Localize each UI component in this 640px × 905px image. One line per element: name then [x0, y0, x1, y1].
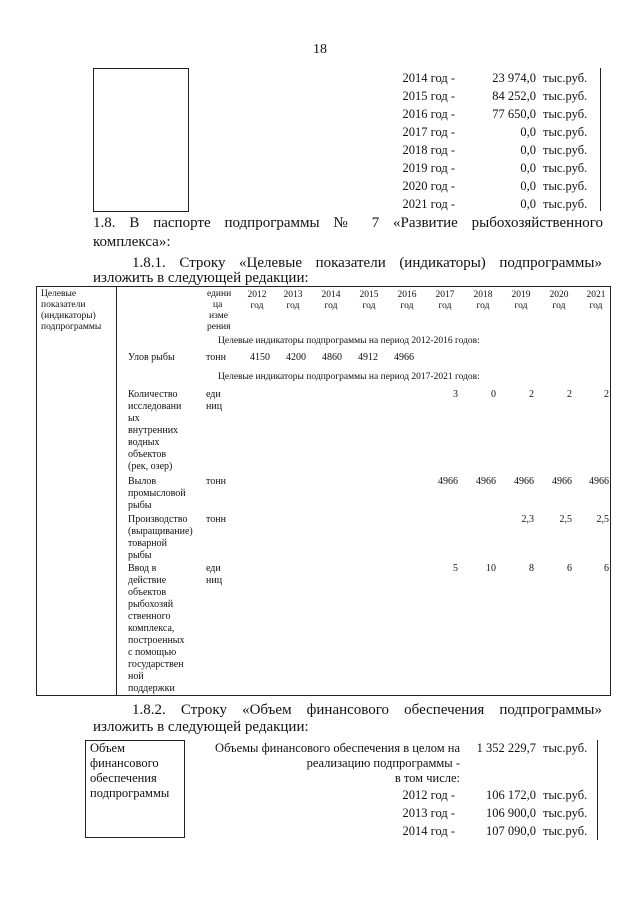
objects-unit: еди ниц	[206, 389, 223, 412]
funding-value: 77 650,0	[492, 107, 536, 121]
funding-value: 0,0	[520, 179, 536, 193]
period-2-title: Целевые индикаторы подпрограммы на период 2017-2021 годов:	[218, 372, 480, 382]
label-line: финансового	[90, 756, 159, 770]
commission-value: 8	[529, 563, 534, 574]
year-header: 2018 год	[473, 290, 493, 311]
catch-unit: тонн	[206, 352, 226, 363]
catch2-value: 4966	[552, 476, 572, 487]
year-header: 2012 год	[247, 290, 267, 311]
funding-year: 2018 год -	[402, 143, 455, 157]
funding-year: 2013 год -	[402, 806, 455, 820]
year-header: 2016 год	[397, 290, 417, 311]
unit-header-line: ца	[213, 300, 223, 310]
label-line: рыбохозяй	[128, 599, 174, 610]
label-line: Производство	[128, 514, 188, 525]
label-line: поддержки	[128, 683, 175, 694]
objects-value: 0	[491, 389, 496, 400]
catch-value: 4966	[394, 352, 414, 363]
year-header: 2019 год	[511, 290, 531, 311]
section-heading-cont: комплекса»:	[93, 234, 171, 250]
funding-value: 0,0	[520, 197, 536, 211]
funding-total-line1: Объемы финансового обеспечения в целом на	[215, 741, 460, 755]
catch-value: 4150	[250, 352, 270, 363]
period-1-title: Целевые индикаторы подпрограммы на период 2012-2016 годов:	[218, 336, 480, 346]
label-line: промысловой	[128, 488, 186, 499]
commission-value: 6	[567, 563, 572, 574]
catch-value: 4860	[322, 352, 342, 363]
commission-unit: еди ниц	[206, 563, 223, 586]
row-label-line: (индикаторы)	[41, 311, 96, 321]
year-header: 2013 год	[283, 290, 303, 311]
funding-unit: тыс.руб.	[543, 107, 588, 121]
unit-header-line: изме	[209, 311, 228, 321]
year-header: 2014 год	[321, 290, 341, 311]
catch2-value: 4966	[514, 476, 534, 487]
catch2-value: 4966	[438, 476, 458, 487]
row-label-line: Целевые	[41, 289, 77, 299]
funding-value: 0,0	[520, 161, 536, 175]
label-line: ственного	[128, 611, 171, 622]
table-divider	[116, 286, 117, 696]
funding-unit: тыс.руб.	[543, 788, 588, 802]
label-line: (рек, озер)	[128, 461, 173, 472]
page-number: 18	[313, 42, 327, 57]
label-line: Объем	[90, 741, 125, 755]
production-unit: тонн	[206, 514, 226, 525]
funding-unit: тыс.руб.	[543, 824, 588, 838]
funding-total-line2: реализацию подпрограммы -	[306, 756, 460, 770]
objects-value: 2	[604, 389, 609, 400]
production-value: 2,5	[596, 514, 609, 525]
funding-year: 2017 год -	[402, 125, 455, 139]
funding-total-value: 1 352 229,7	[476, 741, 536, 755]
production-value: 2,5	[559, 514, 572, 525]
label-line: построенных	[128, 635, 185, 646]
label-line: внутренних	[128, 425, 179, 436]
label-line: Количество	[128, 389, 178, 400]
funding-unit: тыс.руб.	[543, 71, 588, 85]
funding-total-unit: тыс.руб.	[543, 741, 588, 755]
funding-unit: тыс.руб.	[543, 197, 588, 211]
funding-unit: тыс.руб.	[543, 161, 588, 175]
label-line: водных	[128, 437, 160, 448]
instruction-182: 1.8.2. Строку «Объем финансового обеспечения подпрограммы»	[132, 702, 602, 718]
label-line: объектов	[128, 587, 167, 598]
label-line: Ввод в	[128, 563, 157, 574]
funding-value: 84 252,0	[492, 89, 536, 103]
catch2-unit: тонн	[206, 476, 226, 487]
year-header: 2021 год	[586, 290, 606, 311]
catch2-value: 4966	[476, 476, 496, 487]
label-line: обеспечения	[90, 771, 157, 785]
label-line: исследовани	[128, 401, 182, 412]
funding-label-cell	[93, 68, 189, 212]
funding-value: 106 900,0	[486, 806, 536, 820]
funding-year: 2021 год -	[402, 197, 455, 211]
funding-value: 107 090,0	[486, 824, 536, 838]
funding-unit: тыс.руб.	[543, 806, 588, 820]
funding-year: 2019 год -	[402, 161, 455, 175]
funding-value: 106 172,0	[486, 788, 536, 802]
commission-value: 6	[604, 563, 609, 574]
indicators-table	[36, 286, 611, 696]
catch-value: 4200	[286, 352, 306, 363]
label-line: (выращивание)	[128, 526, 193, 537]
funding-year: 2014 год -	[402, 824, 455, 838]
row-label-line: подпрограммы	[41, 322, 102, 332]
label-line: Вылов	[128, 476, 157, 487]
unit-header-line: рения	[207, 322, 231, 332]
catch2-value: 4966	[589, 476, 609, 487]
instruction-182-cont: изложить в следующей редакции:	[93, 719, 309, 735]
funding-year: 2016 год -	[402, 107, 455, 121]
funding-unit: тыс.руб.	[543, 125, 588, 139]
label-line: действие	[128, 575, 167, 586]
label-line: с помощью	[128, 647, 177, 658]
funding-year: 2014 год -	[402, 71, 455, 85]
instruction-181: 1.8.1. Строку «Целевые показатели (индикаторы) подпрограммы»	[132, 255, 602, 271]
row-label-line: показатели	[41, 300, 86, 310]
funding-year: 2015 год -	[402, 89, 455, 103]
instruction-181-cont: изложить в следующей редакции:	[93, 270, 309, 286]
funding-value: 23 974,0	[492, 71, 536, 85]
label-line: государствен	[128, 659, 184, 670]
label-line: комплекса,	[128, 623, 175, 634]
label-line: подпрограммы	[90, 786, 170, 800]
catch-label: Улов рыбы	[128, 352, 175, 363]
label-line: ых	[128, 413, 140, 424]
year-header: 2020 год	[549, 290, 569, 311]
label-line: ной	[128, 671, 144, 682]
section-heading: 1.8. В паспорте подпрограммы № 7 «Развитие рыбохозяйственного	[93, 215, 603, 231]
funding-unit: тыс.руб.	[543, 89, 588, 103]
funding-year: 2012 год -	[402, 788, 455, 802]
label-line: рыбы	[128, 500, 152, 511]
objects-value: 3	[453, 389, 458, 400]
production-value: 2,3	[521, 514, 534, 525]
commission-value: 5	[453, 563, 458, 574]
label-line: рыбы	[128, 550, 152, 561]
commission-value: 10	[486, 563, 496, 574]
funding-value: 0,0	[520, 125, 536, 139]
unit-header-line: едини	[207, 289, 232, 299]
year-header: 2017 год	[435, 290, 455, 311]
label-line: товарной	[128, 538, 167, 549]
table-right-border	[597, 740, 598, 840]
funding-total-line3: в том числе:	[394, 771, 460, 785]
funding-unit: тыс.руб.	[543, 143, 588, 157]
objects-value: 2	[529, 389, 534, 400]
catch-value: 4912	[358, 352, 378, 363]
label-line: объектов	[128, 449, 167, 460]
funding-unit: тыс.руб.	[543, 179, 588, 193]
funding-value: 0,0	[520, 143, 536, 157]
year-header: 2015 год	[359, 290, 379, 311]
funding-year: 2020 год -	[402, 179, 455, 193]
objects-value: 2	[567, 389, 572, 400]
